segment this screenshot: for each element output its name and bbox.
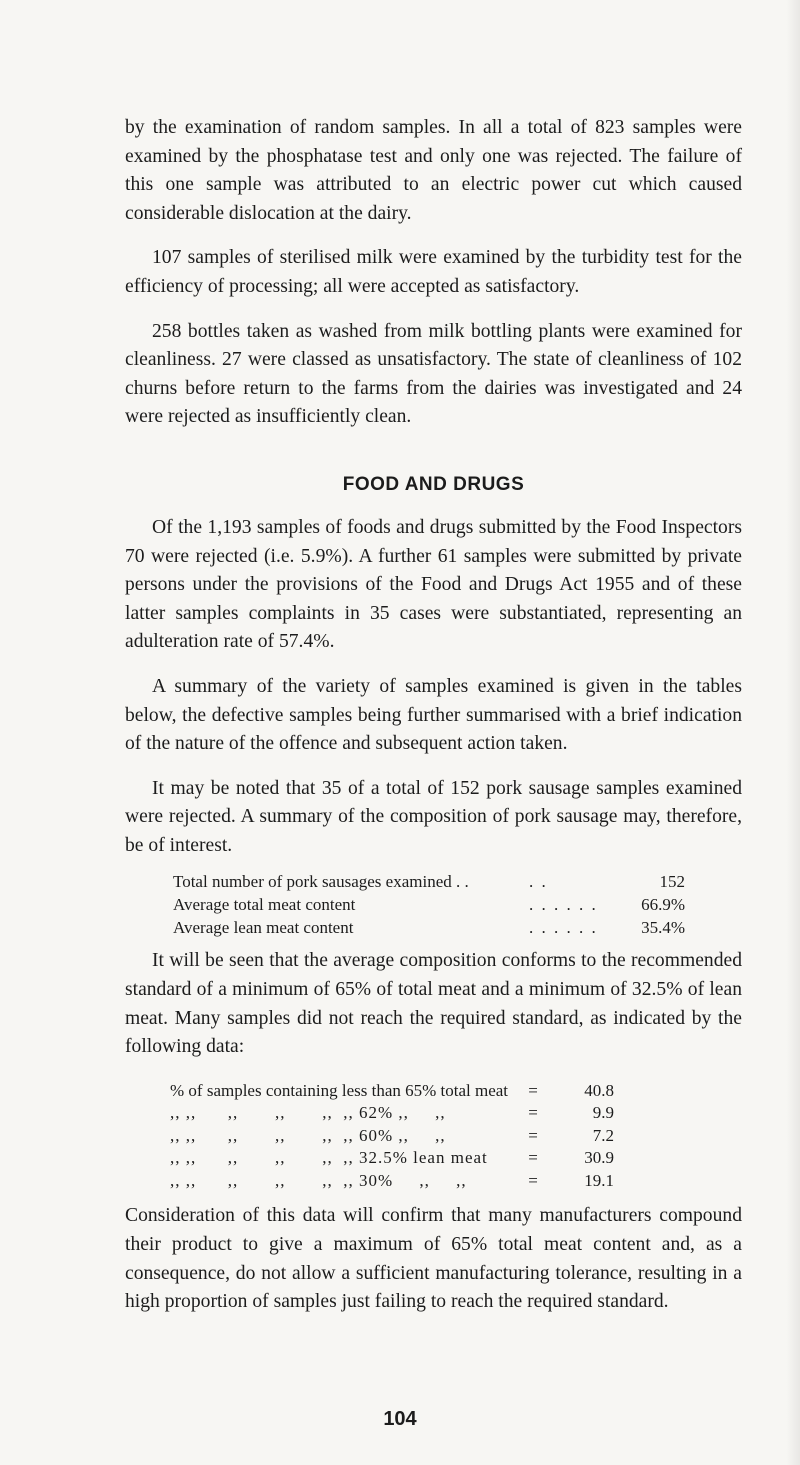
summary-leader: . . . . . . (529, 895, 598, 915)
summary-label: Total number of pork sausages examined . . (173, 872, 469, 892)
sausage-summary-table (173, 870, 685, 939)
composition-value: 19.1 (584, 1170, 615, 1190)
paragraph-pork-sausage: It may be noted that 35 of a total of 152 pork sausage samples examined were rejected. A summary of the composition of pork sausage may, therefore, be of interest. (125, 777, 742, 856)
composition-label: % of samples containing less than 65% total meat (170, 1080, 509, 1100)
section-heading: FOOD AND DRUGS (342, 473, 525, 495)
summary-leader: . . (529, 872, 548, 892)
composition-label: ,, ,, ,, ,, ,, ,, 32.5% lean meat (170, 1148, 488, 1168)
paragraph-phosphatase: by the examination of random samples. In all a total of 823 samples were examined by the phosphatase test and only one was rejected. The failure of this one sample was attributed to an electric power cut which caused considerable dislocation at the dairy. (125, 117, 742, 224)
table-row (173, 916, 685, 939)
page-edge-shadow (786, 0, 800, 1465)
composition-label: ,, ,, ,, ,, ,, ,, 60% ,, ,, (170, 1125, 446, 1145)
table-row (170, 1147, 614, 1170)
summary-leader: . . . . . . (529, 918, 598, 938)
table-row (173, 893, 685, 916)
summary-label: Average total meat content (173, 895, 356, 915)
equals-sign: = (528, 1103, 538, 1123)
table-row (170, 1102, 614, 1125)
composition-label: ,, ,, ,, ,, ,, ,, 30% ,, ,, (170, 1170, 467, 1190)
equals-sign: = (528, 1148, 538, 1168)
table-row (170, 1170, 614, 1193)
composition-value: 40.8 (584, 1080, 615, 1100)
paragraph-sterilised-milk: 107 samples of sterilised milk were examined by the turbidity test for the efficiency of processing; all were accepted as satisfactory. (125, 247, 742, 297)
equals-sign: = (528, 1080, 538, 1100)
paragraph-standard: It will be seen that the average composition conforms to the recommended standard of a minimum of 65% of total meat and a minimum of 32.5% of lean meat. Many samples did not reach the required standard, as indicated by the following data: (125, 950, 742, 1058)
table-row (173, 870, 685, 893)
equals-sign: = (528, 1170, 538, 1190)
page-number: 104 (383, 1408, 417, 1430)
table-row (170, 1080, 614, 1103)
paragraph-conclusion: Consideration of this data will confirm that many manufacturers compound their product to give a maximum of 65% total meat content and, as a consequence, do not allow a sufficient manufacturing tolerance, resulting in a high proportion of samples just failing to reach the required standard. (125, 1205, 742, 1313)
composition-value: 30.9 (584, 1148, 615, 1168)
summary-label: Average lean meat content (173, 918, 354, 938)
table-row (170, 1125, 614, 1148)
composition-table (170, 1080, 614, 1193)
equals-sign: = (528, 1125, 538, 1145)
composition-label: ,, ,, ,, ,, ,, ,, 62% ,, ,, (170, 1103, 446, 1123)
summary-value: 35.4% (641, 918, 685, 938)
paragraph-food-samples: Of the 1,193 samples of foods and drugs submitted by the Food Inspectors 70 were rejected (i.e. 5.9%). A further 61 samples were submitted by private persons under the provisions of the Food and Drugs Act 1955 and of these latter samples complaints in 35 cases were substantiated, representing an adulteration rate of 57.4%. (125, 516, 742, 653)
summary-value: 66.9% (641, 895, 685, 915)
composition-value: 7.2 (592, 1125, 615, 1145)
paragraph-summary-intro: A summary of the variety of samples examined is given in the tables below, the defective samples being further summarised with a brief indication of the nature of the offence and subsequent action taken. (125, 675, 742, 755)
paragraph-bottles-churns: 258 bottles taken as washed from milk bottling plants were examined for cleanliness. 27 were classed as unsatisfactory. The state of cleanliness of 102 churns before return to the farms from the dairies was investigated and 24 were rejected as insufficiently clean. (125, 320, 742, 428)
composition-value: 9.9 (592, 1103, 615, 1123)
summary-value: 152 (659, 872, 685, 892)
